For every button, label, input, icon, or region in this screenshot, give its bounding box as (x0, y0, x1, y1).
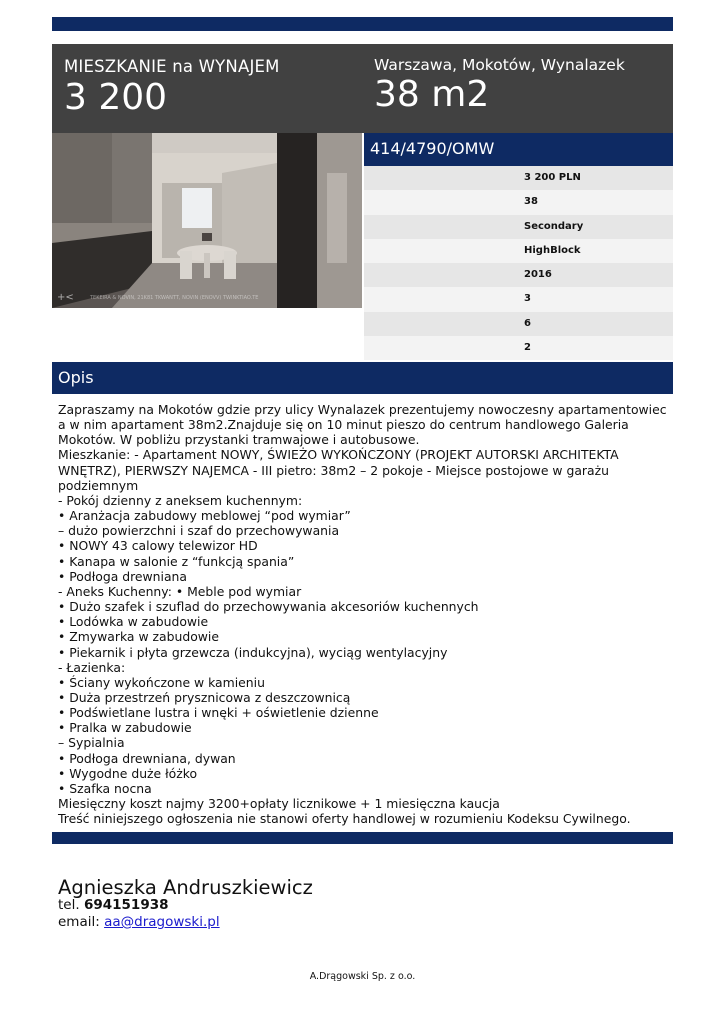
interior-photo-illustration (52, 133, 362, 308)
description-line: - Łazienka: (58, 659, 126, 675)
description-line: • Kanapa w salonie z “funkcją spania” (58, 553, 295, 569)
param-value-6: 3 (364, 287, 673, 311)
listing-parameters (364, 166, 673, 360)
description-line: Treść niniejszego ogłoszenia nie stanowi oferty handlowej w rozumieniu Kodeksu Cywilnego. (58, 811, 631, 827)
description-line: • Dużo szafek i szuflad do przechowywania akcesoriów kuchennych (58, 599, 479, 615)
listing-location: Warszawa, Mokotów, Wynalazek (374, 56, 625, 74)
param-year: 2016 (364, 263, 673, 287)
agent-name: Agnieszka Andruszkiewicz (58, 876, 313, 899)
description-line: • NOWY 43 calowy telewizor HD (58, 538, 258, 554)
email-label: email: (58, 914, 100, 930)
description-line: • Zmywarka w zabudowie (58, 629, 219, 645)
description-line: • Podłoga drewniana, dywan (58, 750, 236, 766)
bottom-accent-bar (52, 832, 673, 844)
description-line: • Pralka w zabudowie (58, 720, 192, 736)
description-line: • Szafka nocna (58, 780, 152, 796)
description-line: • Podłoga drewniana (58, 568, 187, 584)
param-value-7: 6 (364, 312, 673, 336)
agent-phone (58, 897, 169, 913)
param-building-type: HighBlock (364, 239, 673, 263)
listing-area: 38 m2 (374, 74, 490, 115)
description-line: • Podświetlane lustra i wnęki + oświetlenie dzienne (58, 705, 379, 721)
phone-number: 694151938 (83, 897, 169, 913)
param-value-8: 2 (364, 336, 673, 360)
description-line: • Ściany wykończone w kamieniu (58, 674, 265, 690)
description-line: - Pokój dzienny z aneksem kuchennym: (58, 492, 303, 508)
photo-watermark: TEKEIRA & NOVIN, 21K81 TKWANTT, NOVIN (ENOVV) TWINKTIAO.TE (90, 295, 259, 301)
param-price: 3 200 PLN (364, 166, 673, 190)
agent-email (58, 914, 220, 930)
listing-type: MIESZKANIE na WYNAJEM (64, 57, 280, 76)
listing-reference: 414/4790/OMW (364, 133, 673, 166)
description-heading: Opis (52, 362, 673, 394)
description-line: Zapraszamy na Mokotów gdzie przy ulicy Wynalazek prezentujemy nowoczesny apartamentowiec a w nim apartament 38m2.Znajduje się on 10 minut pieszo do centrum handlowego Galeria Mokotów. W pobliżu przystanki tramwajowe i autobusowe. (58, 402, 667, 448)
description-line: • Duża przestrzeń prysznicowa z deszczownicą (58, 689, 351, 705)
company-footer: A.Drągowski Sp. z o.o. (309, 971, 416, 982)
top-accent-bar (52, 17, 673, 31)
description-line: Mieszkanie: - Apartament NOWY, ŚWIEŻO WYKOŃCZONY (PROJEKT AUTORSKI ARCHITEKTA WNĘTRZ), PIERWSZY NAJEMCA - III pietro: 38m2 – 2 pokoje - Miejsce postojowe w garażu podziemnym (58, 447, 619, 493)
description-line: • Wygodne duże łóżko (58, 765, 198, 781)
description-line: – dużo powierzchni i szaf do przechowywania (58, 523, 340, 539)
phone-label: tel. (58, 897, 80, 913)
email-link[interactable]: aa@dragowski.pl (104, 914, 220, 930)
description-line: • Piekarnik i płyta grzewcza (indukcyjna), wyciąg wentylacyjny (58, 644, 448, 660)
description-line: • Aranżacja zabudowy meblowej “pod wymiar” (58, 508, 351, 524)
description-body (58, 402, 670, 826)
description-line: – Sypialnia (58, 735, 125, 751)
param-market: Secondary (364, 215, 673, 239)
listing-photo (52, 133, 362, 308)
photo-nav-icon[interactable]: +< (57, 292, 74, 303)
description-line: Miesięczny koszt najmy 3200+opłaty licznikowe + 1 miesięczna kaucja (58, 796, 500, 812)
description-line: - Aneks Kuchenny: • Meble pod wymiar (58, 583, 302, 599)
param-area: 38 (364, 190, 673, 214)
description-line: • Lodówka w zabudowie (58, 614, 209, 630)
listing-header (52, 44, 673, 133)
listing-price: 3 200 (64, 77, 168, 118)
